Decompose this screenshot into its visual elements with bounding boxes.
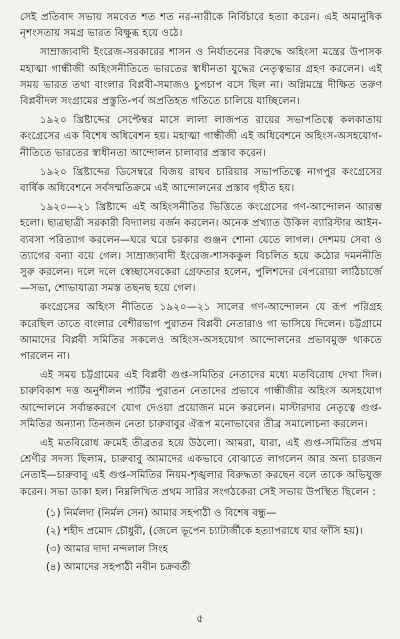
attendee-list — [20, 505, 382, 577]
list-item: (৪) আমাদের সহপাঠী নবীন চক্রবর্তী — [46, 561, 191, 573]
paragraph-4: ১৯২০ খ্রিষ্টাব্দের ডিসেম্বরে বিজয় রাঘব চারিয়ার সভাপতিত্বে নাগপুর কংগ্রেসের বার্ষিক অধিবেশনে সর্বসম্মতিক্রমে এই আন্দোলনের প্রস্তাব গৃহীত হয়। — [20, 166, 382, 195]
page-number: ৫ — [196, 612, 204, 625]
list-item: (৩) আমার দাদা নন্দলাল সিংহ — [46, 543, 169, 555]
paragraph-2: সাম্রাজ্যবাদী ইংরেজ-সরকারের শাসন ও নির্যাতনের বিরুদ্ধে অহিংসা মন্ত্রের উপাসক মহাত্মা গান্ধীজী অহিংসনীতিতে ভারতের স্বাধীনতা যুদ্ধের নেতৃত্বভার গ্রহণ করলেন। এই সময় ভারত তথা বাংলার বিপ্লবী-সমাজও চুপচাপ বসে ছিল না। অগ্নিমন্ত্রে দীক্ষিত তরুণ বিপ্লবীদল সংগ্রামের প্রস্তুতি-পর্ব অপ্রতিহত গতিতে চালিয়ে যাচ্ছিলেন। — [20, 47, 382, 108]
list-item: (১) নির্মলদা (নির্মল সেন) আমার সহপাঠী ও বিশেষ বন্ধু— — [46, 507, 277, 519]
paragraph-5: ১৯২০—২১ খ্রিষ্টাব্দে এই অহিংসনীতির ভিত্তিতে কংগ্রেসের গণ-আন্দোলন আরম্ভ হলো। ছাত্রছাত্রী সরকারী বিদ্যালয় বর্জন করলেন। অনেক প্রখ্যাত উকিল ব্যারিস্টার আইন-ব্যবসা পরিত্যাগ করলেন—ঘরে ঘরে চরকার গুঞ্জন শোনা যেতে লাগল। দেশময় সেবা ও ত্যাগের বন্যা বয়ে গেল। সাম্রাজ্যবাদী ইংরেজ-শাসককুল বিচলিত হয়ে কঠোর দমননীতি সুরু করলেন। দলে দলে স্বেচ্ছাসেবকেরা গ্রেফতার হলেন, পুলিশদের বেপরোয়া লাঠিচার্জে—সভা, শোভাযাত্রা সমস্ত তছনছ হয়ে গেল। — [20, 202, 382, 295]
paragraph-3: ১৯২০ খ্রিষ্টাব্দের সেপ্টেম্বর মাসে লালা লাজপত রায়ের সভাপতিত্বে কলকাতায় কংগ্রেসের এক বিশেষ অধিবেশন হয়। মহাত্মা গান্ধীজী এই অধিবেশনে অহিংস-অসহযোগ-নীতিতে ভারতের স্বাধীনতা আন্দোলন চালাবার প্রস্তাব করেন। — [20, 115, 382, 159]
paragraph-1: সেই প্রতিবাদ সভায় সমবেত শত শত নর-নারীকে নির্বিচারে হত্যা করেন। এই অমানুষিক নৃশংসতায় সমগ্র ভারত বিক্ষুব্ধ হয়ে ওঠে। — [20, 12, 382, 40]
list-item: (২) শহীদ প্রমোদ চৌধুরী, (জেলে ভূপেন চ্যাটার্জীকে হত্যাপরাধে যার ফাঁসি হয়)। — [46, 525, 363, 537]
paragraph-7: এই সময় চট্টগ্রামের এই বিপ্লবী গুপ্ত-সমিতির নেতাদের মধ্যে মতবিরোধ দেখা দিল। চারুবিকাশ দত্ত অনুশীলন পার্টির পুরাতন নেতাদের প্রভাবে গান্ধীজীর অহিংস অসহযোগ আন্দোলনে সর্বান্তকরণে যোগ দেওয়া প্রয়োজন মনে করলেন। মাস্টারদার নেতৃত্বে গুপ্ত-সমিতির অন্যান্য তিনজন নেতা চারুবাবুর ঐরূপ মনোভাবের তীব্র সমালোচনা করলেন। — [20, 370, 382, 430]
paragraph-8: এই মতবিরোধ ক্রমেই তীব্রতর হয়ে উঠলো। আমরা, যারা, এই গুপ্ত-সমিতির প্রথম শ্রেণীর সদস্য ছিলাম, চারুবাবু আমাদের একভাবে বোঝাতে লাগলেন আর অন্য চারজন নেতাই—চারুবাবু এই গুপ্ত-সমিতির নিয়ম-শৃঙ্খলার বিরুদ্ধতা করছেন বলে তাকে অভিযুক্ত করেন। সভা ডাকা হল। নিম্নলিখিত প্রথম সারির সংগঠকেরা সেই সভায় উপস্থিত ছিলেন : — [20, 438, 382, 498]
paragraph-6: কংগ্রেসের অহিংস নীতিতে ১৯২০—২১ সালের গণ-আন্দোলন যে রূপ পরিগ্রহ করেছিল তাতে বাংলার বেশীরভাগ পুরাতন বিপ্লবী নেতারাও গা ভাসিয়ে দিলেন। চট্টগ্রামে আমাদের বিপ্লবী সমিতির সকলেও অহিংস-অসহযোগ আন্দোলনের প্রভাবমুক্ত থাকতে পারলেন না। — [20, 302, 382, 363]
